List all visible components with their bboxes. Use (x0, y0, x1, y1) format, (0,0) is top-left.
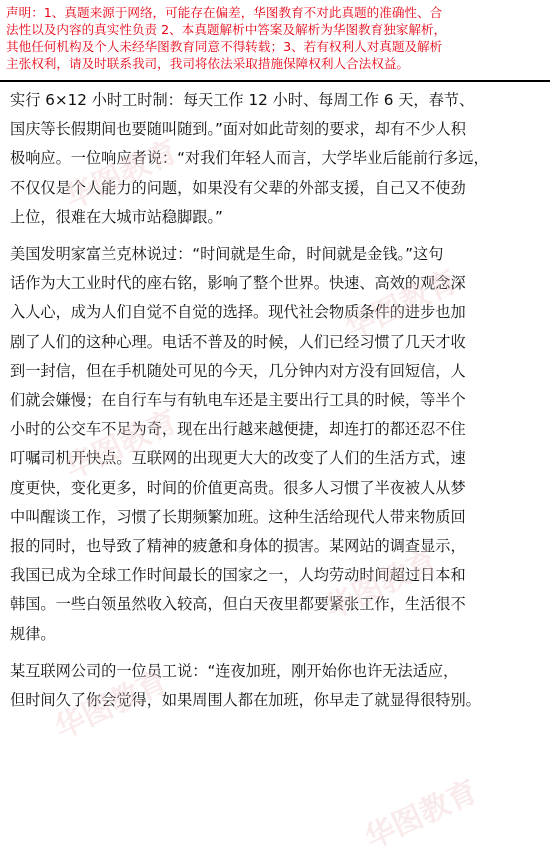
watermark-logo: 华图教育 (319, 543, 444, 627)
paragraph-1: 实行 6×12 小时工时制：每天工作 12 小时、每周工作 6 天，春节、 国庆等长假期间也要随叫随到。”面对如此苛刻的要求，却有不少人积 极响应。一位响应者说：“对我们年轻人而言，大学毕业后能前行多远， 不仅仅是个人能力的问题，如果没有父辈的外部支援，自己又不使劲 上位，很难在大城市站稳脚跟。” (10, 91, 489, 226)
paragraph-3: 某互联网公司的一位员工说：“连夜加班，刚开始你也许无法适应， 但时间久了你会觉得，如果周围人都在加班，你早走了就显得很特别。 (10, 661, 481, 710)
watermark-logo: 华图教育 (59, 403, 184, 487)
paragraph-2: 美国发明家富兰克林说过：“时间就是生命，时间就是金钱。”这句 话作为大工业时代的座右铭，影响了整个世界。快速、高效的观念深 入人心，成为人们自觉不自觉的选择。现代社会物质条件的进步也加 剧了人们的这种心理。电话不普及的时候，人们已经习惯了几天才收 到一封信，但在手机随处可见的今天，几分钟内对方没有回短信，人 们就会嫌慢；在自行车与有轨电车还是主要出行工具的时候，等半个 小时的公交车不足为奇，现在出行越来越便捷，却连打的都还忍不住 叮嘱司机开快点。互联网的出现更大大的改变了人们的生活方式，速 度更快，变化更多，时间的价值更高贵。很多人习惯了半夜被人从梦 中叫醒谈工作，习惯了长期频繁加班。这种生活给现代人带来物质回 报的同时，也导致了精神的疲惫和身体的损害。某网站的调查显示， 我国已成为全球工作时间最长的国家之一，人均劳动时间超过日本和 韩国。一些白领虽然收入较高，但白天夜里都要紧张工作，生活很不 规律。 (10, 245, 466, 643)
disclaimer-text: 声明：1、真题来源于网络，可能存在偏差，华图教育不对此真题的准确性、合 法性以及内容的真实性负责 2、本真题解析中答案及解析为华图教育独家解析， 其他任何机构及个人未经华图教育同意不得转载；3、若有权利人对真题及解析 主张权利，请及时联系我司，我司将依法采取措施保障权利人合法权益。 (6, 5, 447, 71)
article-body (10, 86, 542, 715)
watermark-logo: 华图教育 (359, 773, 484, 857)
watermark-logo: 华图教育 (339, 263, 464, 347)
header-divider (0, 80, 550, 82)
watermark-logo: 华图教育 (49, 663, 174, 747)
watermark-logo: 华图教育 (59, 133, 184, 217)
